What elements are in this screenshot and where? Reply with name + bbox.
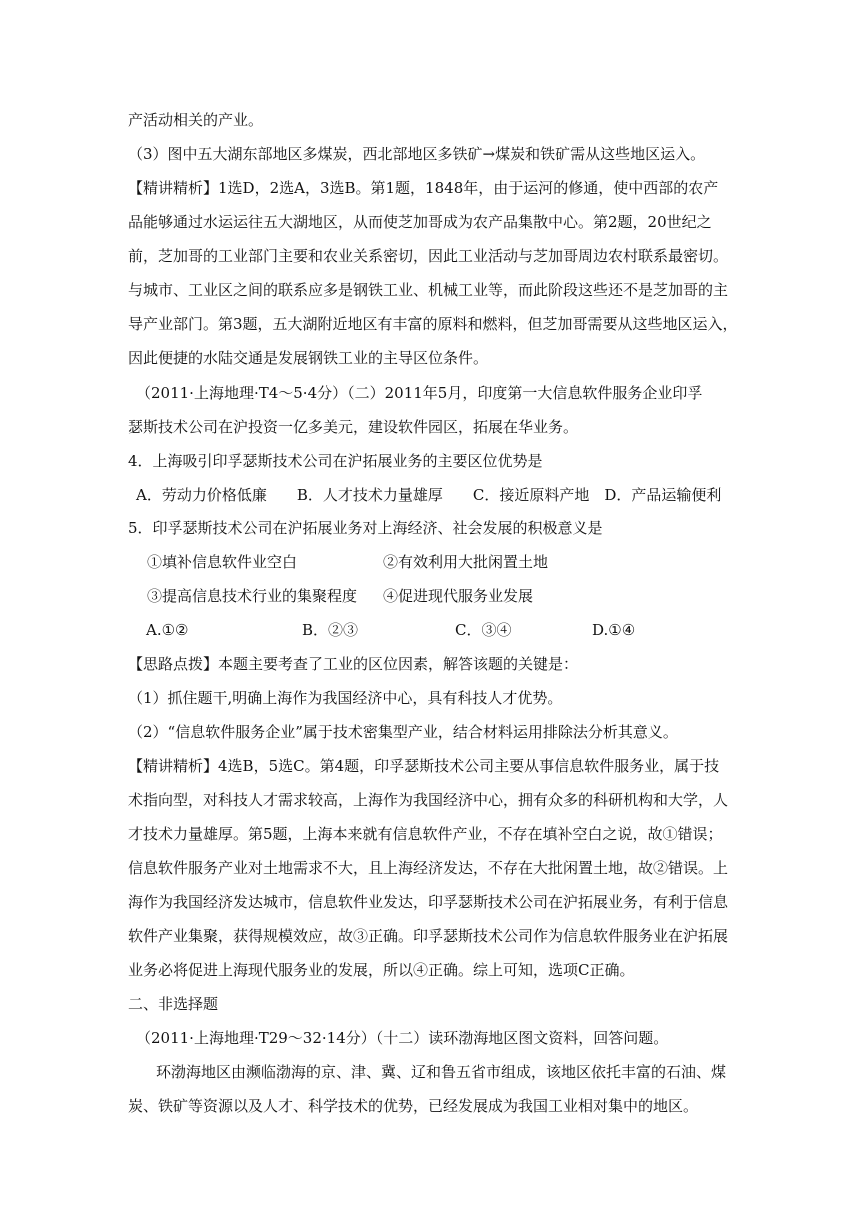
text-line: 环渤海地区由濒临渤海的京、津、冀、辽和鲁五省市组成，该地区依托丰富的石油、煤 (156, 1063, 727, 1081)
text-line: （1）抓住题干,明确上海作为我国经济中心，具有科技人才优势。 (128, 689, 563, 707)
statement-4: ④促进现代服务业发展 (383, 587, 534, 605)
text-line: 【精讲精析】1选D，2选A，3选B。第1题，1848年，由于运河的修通，使中西部的农产 (128, 179, 719, 197)
option-c: C．③④ (455, 621, 512, 639)
text-line: 品能够通过水运运往五大湖地区，从而使芝加哥成为农产品集散中心。第2题，20世纪之 (128, 213, 712, 231)
text-line: 前，芝加哥的工业部门主要和农业关系密切，因此工业活动与芝加哥周边农村联系最密切。 (128, 247, 729, 265)
text-line: （3）图中五大湖东部地区多煤炭，西北部地区多铁矿→煤炭和铁矿需从这些地区运入。 (128, 145, 706, 163)
statement-3: ③提高信息技术行业的集聚程度 (147, 587, 358, 605)
question-4: 4．上海吸引印孚瑟斯技术公司在沪拓展业务的主要区位优势是 (128, 452, 543, 470)
text-line: 瑟斯技术公司在沪投资一亿多美元，建设软件园区，拓展在华业务。 (128, 418, 579, 436)
option-b: B．②③ (302, 621, 359, 639)
text-line: 产活动相关的产业。 (128, 111, 264, 129)
statement-2: ②有效利用大批闲置土地 (383, 553, 549, 571)
text-line: 业务必将促进上海现代服务业的发展，所以④正确。综上可知，选项C正确。 (128, 961, 635, 979)
text-line: 炭、铁矿等资源以及人才、科学技术的优势，已经发展成为我国工业相对集中的地区。 (128, 1097, 699, 1115)
text-line: 才技术力量雄厚。第5题，上海本来就有信息软件产业，不存在填补空白之说，故①错误； (128, 825, 723, 843)
text-line: 与城市、工业区之间的联系应多是钢铁工业、机械工业等，而此阶段这些还不是芝加哥的主 (128, 281, 729, 299)
text-line: 信息软件服务产业对土地需求不大，且上海经济发达，不存在大批闲置土地，故②错误。上 (128, 859, 729, 877)
section-heading: 二、非选择题 (128, 995, 219, 1013)
text-line: 导产业部门。第3题，五大湖附近地区有丰富的原料和燃料，但芝加哥需要从这些地区运入， (128, 315, 738, 333)
statement-1: ①填补信息软件业空白 (147, 553, 298, 571)
text-line: 【精讲精析】4选B，5选C。第4题，印孚瑟斯技术公司主要从事信息软件服务业，属于技 (128, 757, 720, 775)
text-line: 软件产业集聚，获得规模效应，故③正确。印孚瑟斯技术公司作为信息软件服务业在沪拓展 (128, 927, 729, 945)
text-line: 【思路点拨】本题主要考查了工业的区位因素，解答该题的关键是： (128, 655, 579, 673)
text-line: 术指向型，对科技人才需求较高，上海作为我国经济中心，拥有众多的科研机构和大学，人 (128, 791, 729, 809)
question-5: 5．印孚瑟斯技术公司在沪拓展业务对上海经济、社会发展的积极意义是 (128, 519, 603, 537)
text-line: 因此便捷的水陆交通是发展钢铁工业的主导区位条件。 (128, 349, 489, 367)
option-d: D.①④ (592, 621, 636, 639)
question-source-line: （2011·上海地理·T4～5·4分）（二）2011年5月，印度第一大信息软件服务企业印孚 (136, 384, 703, 402)
text-line: （2）“信息软件服务企业”属于技术密集型产业，结合材料运用排除法分析其意义。 (128, 723, 678, 741)
text-line: 海作为我国经济发达城市，信息软件业发达，印孚瑟斯技术公司在沪拓展业务，有利于信息 (128, 893, 729, 911)
question-source-line: （2011·上海地理·T29～32·14分）（十二）读环渤海地区图文资料，回答问题。 (136, 1029, 669, 1047)
option-a: A.①② (146, 621, 189, 639)
question-4-options: A．劳动力价格低廉 B．人才技术力量雄厚 C．接近原料产地 D．产品运输便利 (136, 486, 722, 504)
